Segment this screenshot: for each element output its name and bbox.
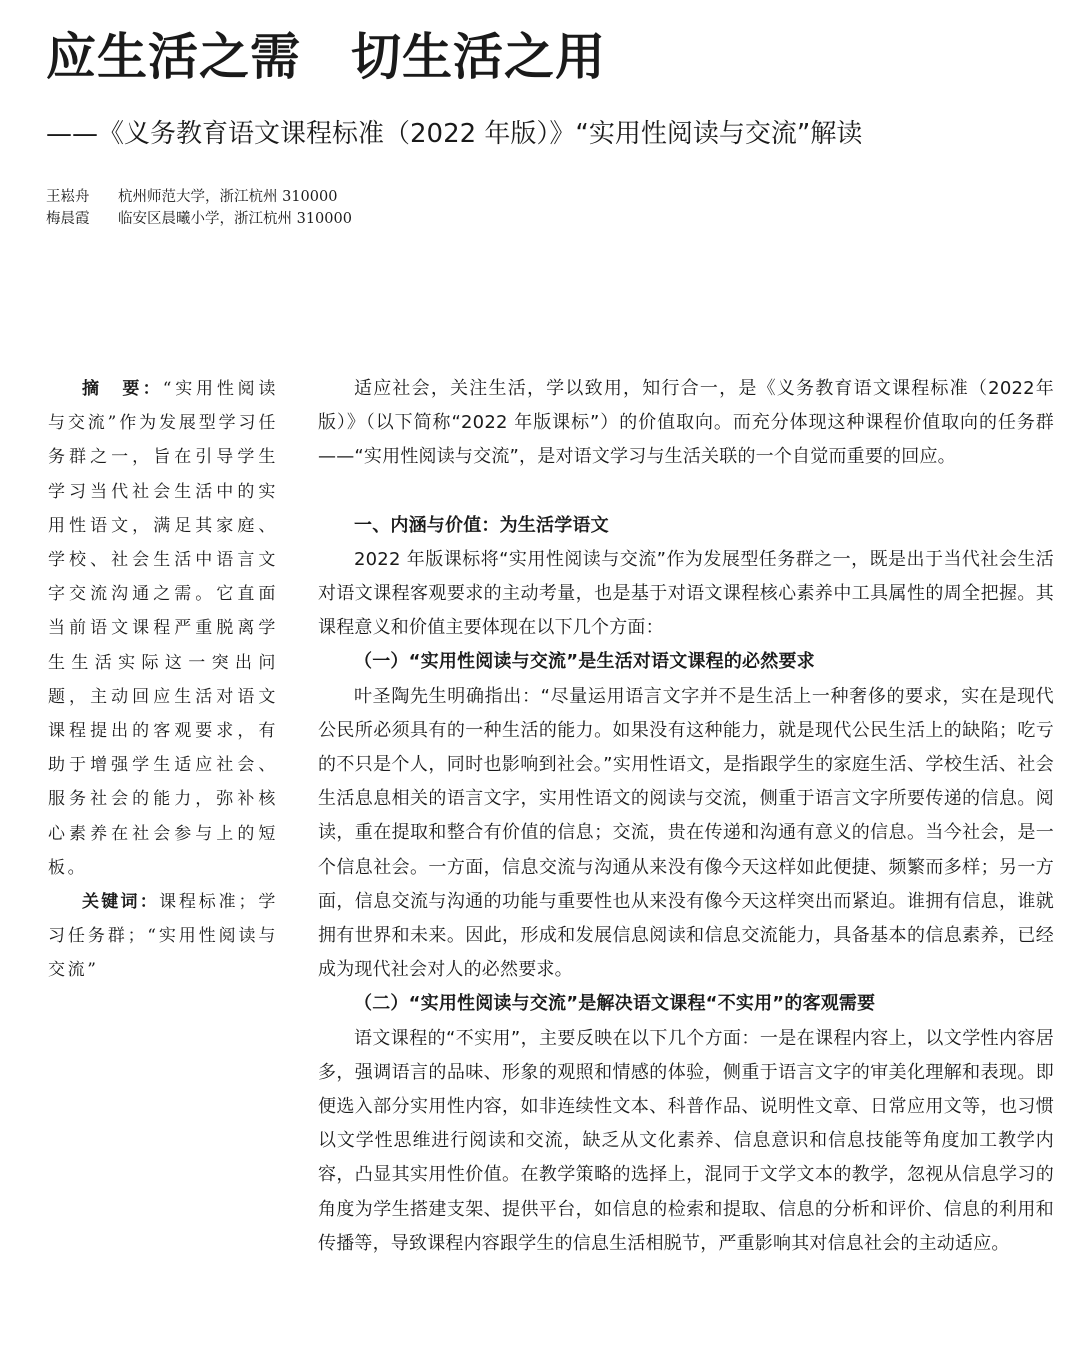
keywords-paragraph [48, 885, 278, 988]
author-line [46, 208, 352, 230]
author-block [46, 186, 352, 230]
keywords-text: 课程标准；学习任务群；“实用性阅读与交流” [48, 892, 278, 981]
intro-paragraph: 适应社会，关注生活，学以致用，知行合一，是《义务教育语文课程标准（2022年版）》（以下简称“2022 年版课标”）的价值取向。而充分体现这种课程价值取向的任务群——“实用性阅读与交流”，是对语文学习与生活关联的一个自觉而重要的回应。 [318, 378, 1054, 468]
main-column [318, 372, 1054, 1261]
article-title [46, 22, 606, 92]
author-affiliation: 临安区晨曦小学，浙江杭州 310000 [118, 211, 352, 227]
author-name: 王崧舟 [46, 189, 90, 205]
body-paragraph: 语文课程的“不实用”，主要反映在以下几个方面：一是在课程内容上，以文学性内容居多，强调语言的品味、形象的观照和情感的体验，侧重于语言文字的审美化理解和表现。即便选入部分实用性内容，如非连续性文本、科普作品、说明性文章、日常应用文等，也习惯以文学性思维进行阅读和交流，缺乏从文化素养、信息意识和信息技能等角度加工教学内容，凸显其实用性价值。在教学策略的选择上，混同于文学文本的教学，忽视从信息学习的角度为学生搭建支架、提供平台，如信息的检索和提取、信息的分析和评价、信息的利用和传播等，导致课程内容跟学生的信息生活相脱节，严重影响其对信息社会的主动适应。 [318, 1027, 1054, 1254]
author-name: 梅晨霞 [46, 211, 90, 227]
section-heading: 一、内涵与价值：为生活学语文 [354, 514, 609, 536]
title-part-1: 应生活之需 [46, 27, 301, 86]
body-paragraph: 叶圣陶先生明确指出：“尽量运用语言文字并不是生活上一种奢侈的要求，实在是现代公民所必须具有的一种生活的能力。如果没有这种能力，就是现代公民生活上的缺陷；吃亏的不只是个人，同时也影响到社会。”实用性语文，是指跟学生的家庭生活、学校生活、社会生活息息相关的语言文字，实用性语文的阅读与交流，侧重于语言文字所要传递的信息。阅读，重在提取和整合有价值的信息；交流，贵在传递和沟通有意义的信息。当今社会，是一个信息社会。一方面，信息交流与沟通从来没有像今天这样如此便捷、频繁而多样；另一方面，信息交流与沟通的功能与重要性也从来没有像今天这样突出而紧迫。谁拥有信息，谁就拥有世界和未来。因此，形成和发展信息阅读和信息交流能力，具备基本的信息素养，已经成为现代社会对人的必然要求。 [318, 685, 1054, 981]
abstract-column [48, 372, 278, 988]
abstract-text: “实用性阅读与交流”作为发展型学习任务群之一，旨在引导学生学习当代社会生活中的实用性语文，满足其家庭、学校、社会生活中语言文字交流沟通之需。它直面当前语文课程严重脱离学生生活实际这一突出问题，主动回应生活对语文课程提出的客观要求，有助于增强学生适应社会、服务社会的能力，弥补核心素养在社会参与上的短板。 [48, 379, 279, 878]
author-line [46, 186, 352, 208]
abstract-paragraph [48, 372, 278, 885]
keywords-label: 关键词： [82, 892, 160, 913]
subsection-heading: （一）“实用性阅读与交流”是生活对语文课程的必然要求 [354, 651, 815, 673]
subsection-heading: （二）“实用性阅读与交流”是解决语文课程“不实用”的客观需要 [354, 993, 876, 1015]
body-paragraph: 2022 年版课标将“实用性阅读与交流”作为发展型任务群之一，既是出于当代社会生活对语文课程客观要求的主动考量，也是基于对语文课程核心素养中工具属性的周全把握。其课程意义和价值主要体现在以下几个方面： [318, 548, 1054, 639]
abstract-label: 摘 要： [82, 379, 163, 399]
author-affiliation: 杭州师范大学，浙江杭州 310000 [118, 189, 338, 205]
article-subtitle: ——《义务教育语文课程标准（2022 年版）》“实用性阅读与交流”解读 [46, 119, 863, 149]
title-part-2: 切生活之用 [351, 27, 606, 86]
